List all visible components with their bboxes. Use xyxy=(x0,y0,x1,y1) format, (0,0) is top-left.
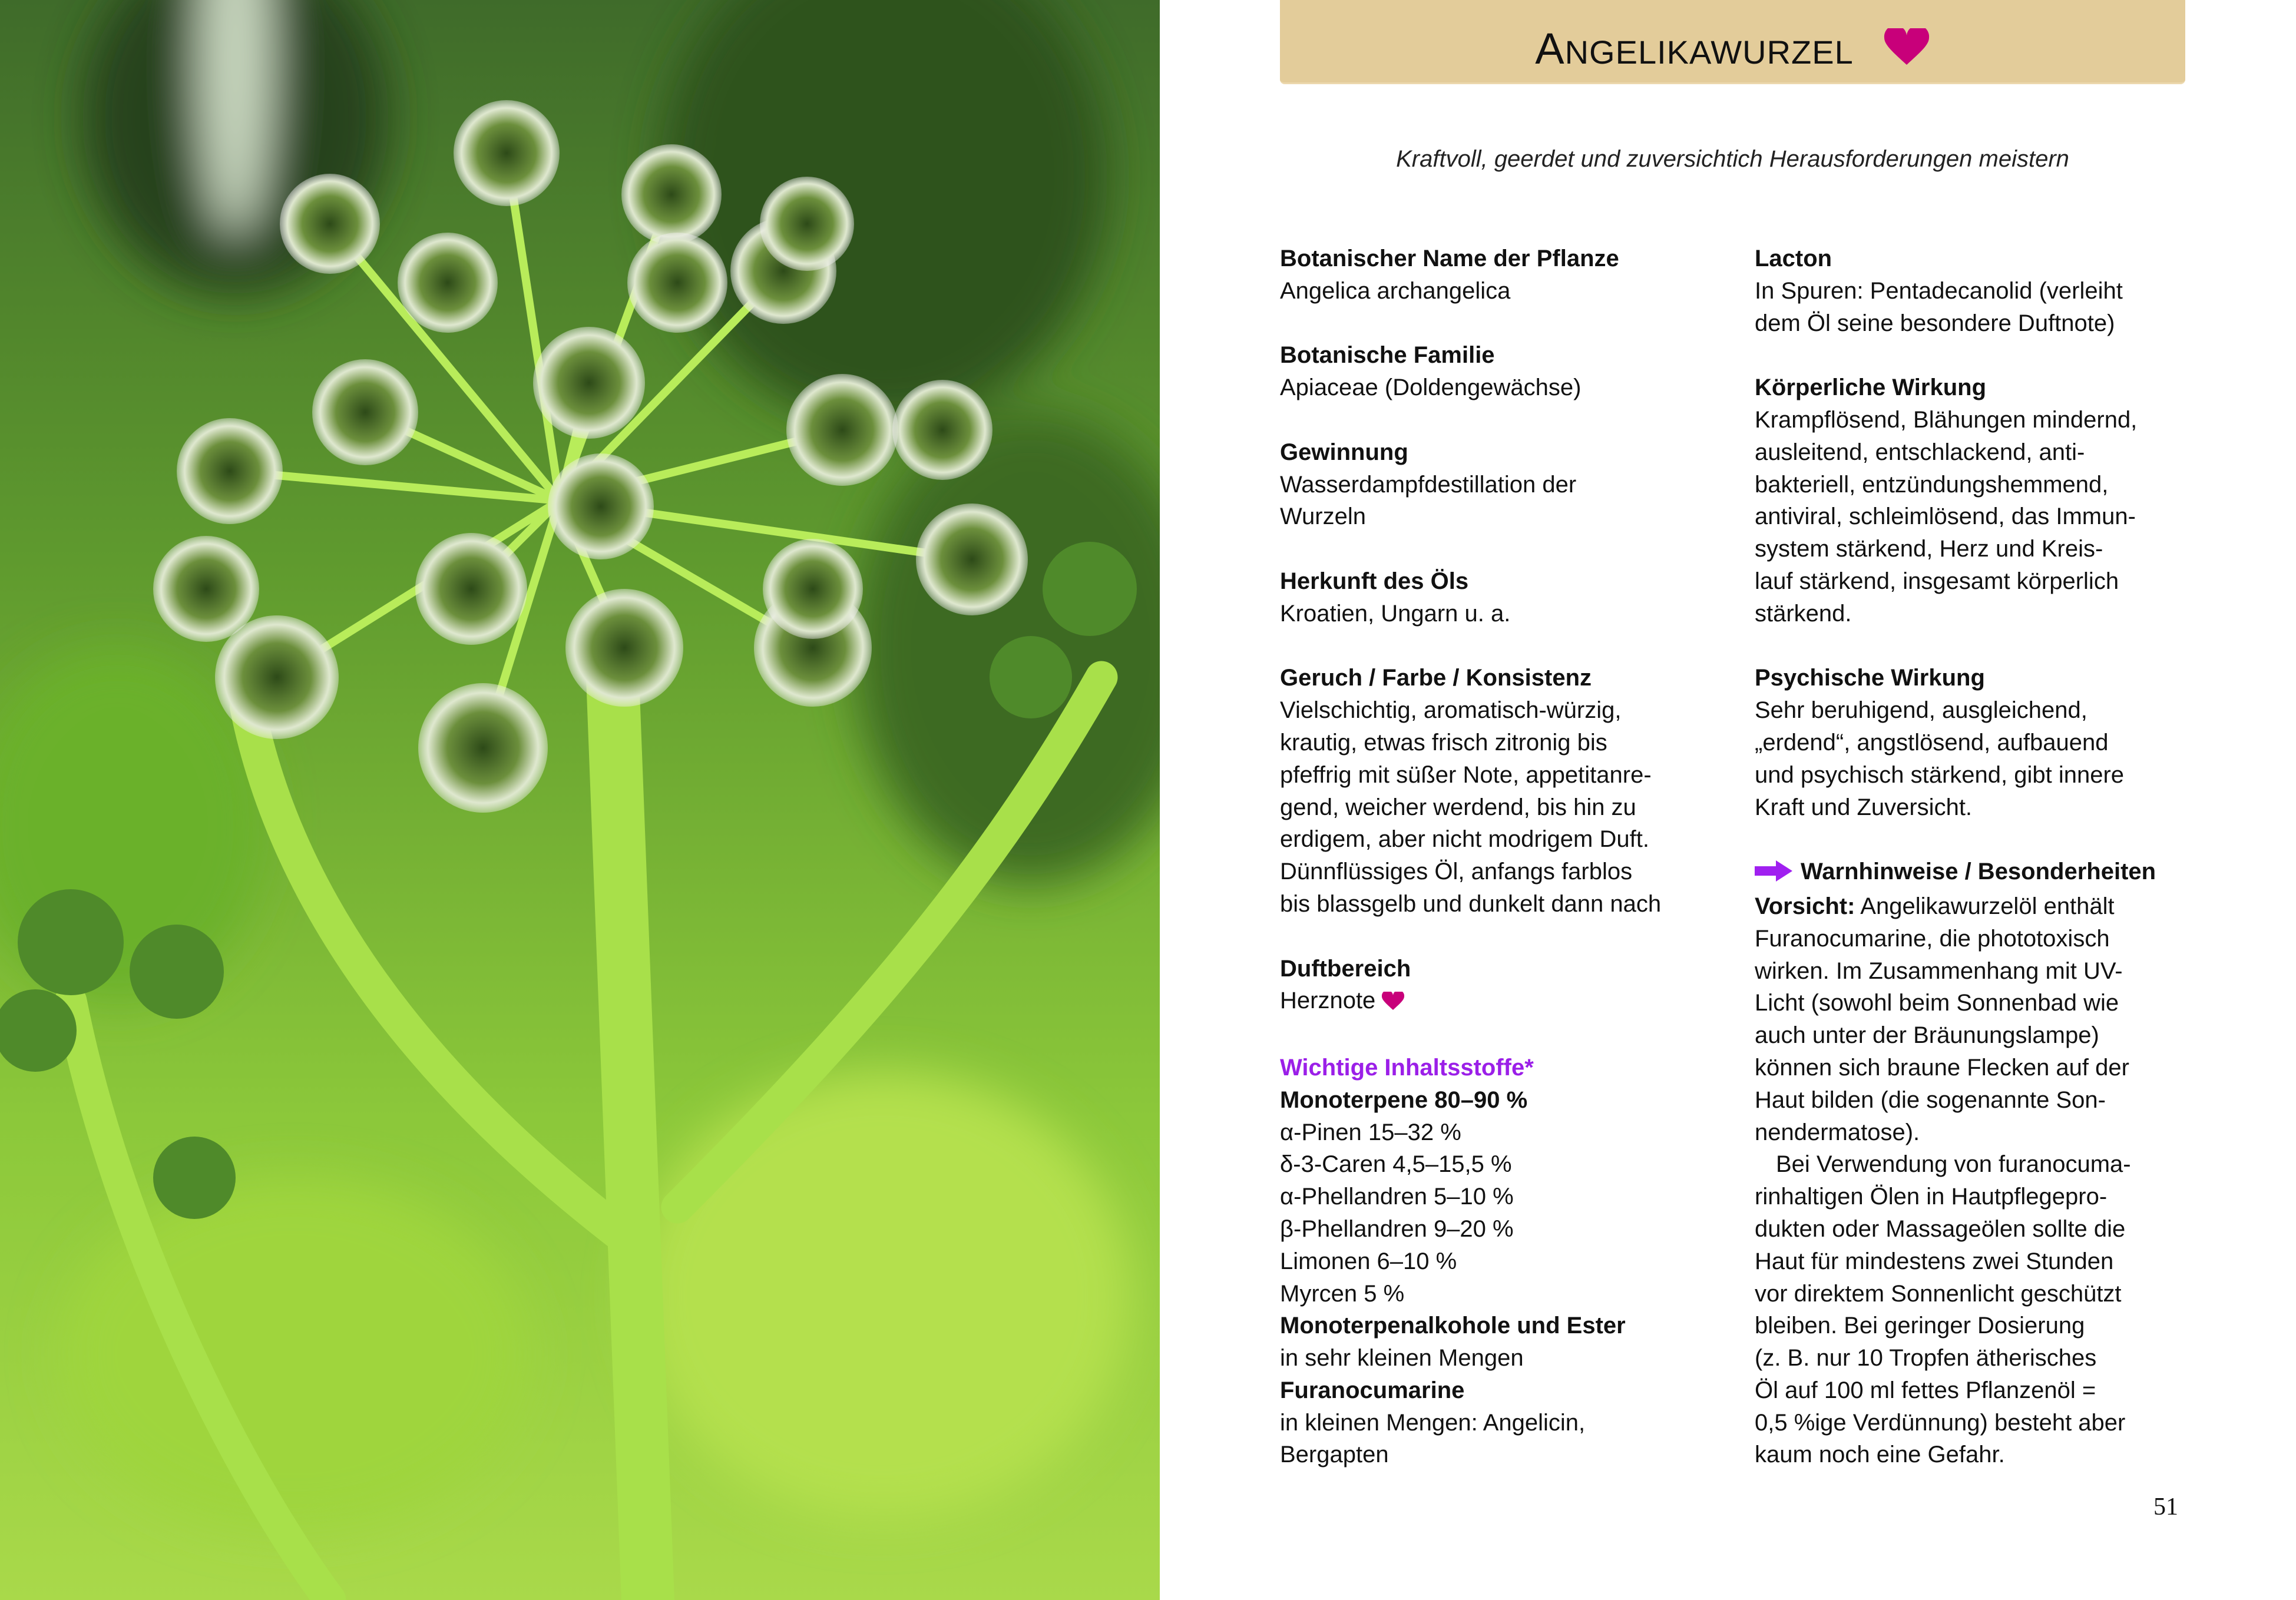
text-line-content: 0,5 %ige Verdünnung) besteht aber xyxy=(1755,1409,2126,1436)
text-line xyxy=(1755,1245,2202,1278)
text-line xyxy=(1280,1439,1728,1471)
text-line xyxy=(1755,436,2202,469)
text-line-content: In Spuren: Pentadecanolid (verleiht xyxy=(1755,277,2123,304)
section-heading xyxy=(1280,953,1728,985)
text-line-content: kaum noch eine Gefahr. xyxy=(1755,1442,2005,1468)
text-line xyxy=(1755,987,2202,1019)
text-line-content: Monoterpenalkohole und Ester xyxy=(1280,1313,1626,1339)
text-line xyxy=(1755,923,2202,955)
text-line xyxy=(1280,694,1728,727)
title-initial: A xyxy=(1535,24,1565,73)
text-line-content: Dünnflüssiges Öl, anfangs farblos xyxy=(1280,859,1633,885)
section-heading-text: Lacton xyxy=(1755,246,1832,271)
text-line xyxy=(1755,1374,2202,1407)
text-line-content: auch unter der Bräunungslampe) xyxy=(1755,1022,2099,1049)
text-line xyxy=(1280,856,1728,888)
text-line xyxy=(1755,1310,2202,1342)
section-heading xyxy=(1280,339,1728,372)
text-line xyxy=(1280,372,1728,404)
text-line-content: bakteriell, entzündungshemmend, xyxy=(1755,471,2109,498)
subheading xyxy=(1280,1374,1728,1407)
text-line xyxy=(1755,1342,2202,1374)
section-herkunft-des-o-ls xyxy=(1280,565,1728,630)
right-column xyxy=(1755,243,2202,1503)
text-line-content: Haut bilden (die sogenannte Son- xyxy=(1755,1086,2106,1113)
text-line-content: antiviral, schleimlösend, das Immun- xyxy=(1755,503,2136,530)
text-line xyxy=(1755,404,2202,436)
page-number: 51 xyxy=(2153,1493,2178,1521)
text-line-content: α-Phellandren 5–10 % xyxy=(1280,1184,1514,1210)
left-column xyxy=(1280,243,1728,1503)
text-line-content: Bergapten xyxy=(1280,1442,1389,1468)
text-line-content: Krampflösend, Blähungen mindernd, xyxy=(1755,406,2138,433)
heart-icon xyxy=(1883,28,1930,66)
text-line-content: erdigem, aber nicht modrigem Duft. xyxy=(1280,826,1649,853)
text-line-content: Vielschichtig, aromatisch-würzig, xyxy=(1280,697,1622,724)
text-line xyxy=(1280,1117,1728,1149)
section-lacton xyxy=(1755,243,2202,339)
text-line-content: können sich braune Flecken auf der xyxy=(1755,1054,2129,1081)
section-heading-text: Körperliche Wirkung xyxy=(1755,375,1987,401)
text-line-content: Sehr beruhigend, ausgleichend, xyxy=(1755,697,2087,724)
text-line xyxy=(1280,759,1728,791)
text-line-content: Haut für mindestens zwei Stunden xyxy=(1755,1248,2114,1274)
text-line xyxy=(1280,791,1728,824)
section-ko-rperliche-wirkung xyxy=(1755,372,2202,630)
text-line xyxy=(1755,1084,2202,1117)
section-heading xyxy=(1755,243,2202,275)
text-line-content: Kroatien, Ungarn u. a. xyxy=(1280,600,1511,627)
text-line-content: rinhaltigen Ölen in Hautpflegepro- xyxy=(1755,1184,2108,1210)
section-heading xyxy=(1280,662,1728,694)
text-line-content: δ-3-Caren 4,5–15,5 % xyxy=(1280,1151,1512,1178)
text-line-content: in kleinen Mengen: Angelicin, xyxy=(1280,1409,1586,1436)
text-line xyxy=(1755,1278,2202,1310)
text-line-content: Öl auf 100 ml fettes Pflanzenöl = xyxy=(1755,1377,2096,1403)
text-line xyxy=(1280,275,1728,307)
text-line xyxy=(1280,1278,1728,1310)
section-heading-text: Herkunft des Öls xyxy=(1280,568,1469,594)
section-warnhinweise-besonderheiten xyxy=(1755,856,2202,1471)
text-line xyxy=(1280,598,1728,630)
section-heading xyxy=(1280,1052,1728,1084)
page-subtitle: Kraftvoll, geerdet und zuversichtich Herausforderungen meistern xyxy=(1396,146,2069,172)
text-line-content: Monoterpene 80–90 % xyxy=(1280,1086,1528,1113)
text-line xyxy=(1280,501,1728,533)
section-geruch-farbe-konsistenz xyxy=(1280,662,1728,920)
text-line xyxy=(1755,1407,2202,1439)
section-heading xyxy=(1280,243,1728,275)
text-line xyxy=(1280,727,1728,759)
subheading xyxy=(1280,1084,1728,1117)
text-line xyxy=(1755,1117,2202,1149)
text-line-content: β-Phellandren 9–20 % xyxy=(1280,1215,1514,1242)
text-line-content: Wasserdampfdestillation der xyxy=(1280,471,1577,498)
text-line-content: Angelica archangelica xyxy=(1280,277,1511,304)
section-heading-text: Geruch / Farbe / Konsistenz xyxy=(1280,665,1592,691)
text-line xyxy=(1755,890,2202,923)
subheading xyxy=(1280,1310,1728,1342)
heart-icon xyxy=(1381,987,1405,1019)
text-line xyxy=(1755,307,2202,340)
text-line xyxy=(1755,1052,2202,1084)
text-line-content: pfeffrig mit süßer Note, appetitanre- xyxy=(1280,761,1652,788)
section-heading-text: Wichtige Inhaltsstoffe* xyxy=(1280,1054,1534,1081)
text-line xyxy=(1280,1213,1728,1245)
text-line xyxy=(1755,598,2202,630)
text-line-content: α-Pinen 15–32 % xyxy=(1280,1119,1461,1145)
text-line-content: in sehr kleinen Mengen xyxy=(1280,1345,1524,1372)
text-line xyxy=(1755,275,2202,307)
warning-lead: Vorsicht: xyxy=(1755,893,1855,919)
text-line xyxy=(1280,1181,1728,1213)
section-heading xyxy=(1755,372,2202,404)
text-line xyxy=(1755,955,2202,988)
text-line-content: Myrcen 5 % xyxy=(1280,1280,1405,1307)
text-line-content: ausleitend, entschlackend, anti- xyxy=(1755,439,2085,465)
text-line xyxy=(1280,888,1728,920)
text-line-content: Apiaceae (Doldengewächse) xyxy=(1280,375,1582,401)
text-line xyxy=(1280,1148,1728,1181)
section-heading xyxy=(1755,856,2202,890)
page-title xyxy=(1280,24,2185,74)
text-line-content: dem Öl seine besondere Duftnote) xyxy=(1755,310,2115,336)
text-line xyxy=(1280,1245,1728,1278)
text-line-content: bis blassgelb und dunkelt dann nach xyxy=(1280,890,1662,917)
text-line-content: (z. B. nur 10 Tropfen ätherisches xyxy=(1755,1345,2097,1372)
section-heading-text: Botanische Familie xyxy=(1280,342,1495,369)
text-line-content: Licht (sowohl beim Sonnenbad wie xyxy=(1755,990,2119,1016)
section-wichtige-inhaltsstoffe xyxy=(1280,1052,1728,1471)
text-line-content: Bei Verwendung von furanocuma- xyxy=(1776,1151,2131,1178)
section-heading-text: Warnhinweise / Besonderheiten xyxy=(1801,859,2156,885)
section-botanischer-name-der-pflanze xyxy=(1280,243,1728,307)
text-line-content: „erdend“, angstlösend, aufbauend xyxy=(1755,729,2109,756)
section-heading xyxy=(1280,436,1728,469)
section-heading xyxy=(1280,565,1728,598)
text-line xyxy=(1755,565,2202,598)
text-line-content: Angelikawurzelöl enthält xyxy=(1855,893,2115,919)
title-banner xyxy=(1280,0,2185,84)
text-line xyxy=(1755,694,2202,727)
text-line xyxy=(1755,1439,2202,1471)
text-line-content: Wurzeln xyxy=(1280,503,1366,530)
section-gewinnung xyxy=(1280,436,1728,533)
text-line-content: Limonen 6–10 % xyxy=(1280,1248,1457,1274)
title-rest: NGELIKAWURZEL xyxy=(1564,34,1854,71)
text-line-content: krautig, etwas frisch zitronig bis xyxy=(1280,729,1607,756)
text-line-content: dukten oder Massageölen sollte die xyxy=(1755,1215,2126,1242)
text-line-content: wirken. Im Zusammenhang mit UV- xyxy=(1755,958,2123,984)
text-line-content: Furanocumarine, die phototoxisch xyxy=(1755,925,2110,952)
text-line xyxy=(1755,501,2202,533)
text-line xyxy=(1755,759,2202,791)
section-duftbereich xyxy=(1280,953,1728,1020)
text-line-content: Herznote xyxy=(1280,988,1376,1014)
section-heading-text: Gewinnung xyxy=(1280,439,1408,465)
text-line xyxy=(1755,1148,2202,1181)
section-heading xyxy=(1755,662,2202,694)
text-line xyxy=(1280,985,1728,1019)
text-line xyxy=(1755,533,2202,565)
text-line xyxy=(1280,1342,1728,1374)
text-line xyxy=(1280,823,1728,856)
text-line-content: system stärkend, Herz und Kreis- xyxy=(1755,536,2103,562)
text-line-content: bleiben. Bei geringer Dosierung xyxy=(1755,1313,2085,1339)
section-heading-text: Botanischer Name der Pflanze xyxy=(1280,246,1619,271)
text-line xyxy=(1280,469,1728,501)
section-botanische-familie xyxy=(1280,339,1728,404)
text-line-content: vor direktem Sonnenlicht geschützt xyxy=(1755,1280,2122,1307)
text-line-content: Kraft und Zuversicht. xyxy=(1755,794,1973,820)
section-heading-text: Psychische Wirkung xyxy=(1755,665,1985,691)
text-line xyxy=(1755,469,2202,501)
text-line-content: lauf stärkend, insgesamt körperlich xyxy=(1755,568,2119,594)
section-psychische-wirkung xyxy=(1755,662,2202,823)
text-line xyxy=(1755,1213,2202,1245)
text-line-content: nendermatose). xyxy=(1755,1119,1920,1145)
section-heading-text: Duftbereich xyxy=(1280,955,1411,982)
text-line-content: Furanocumarine xyxy=(1280,1377,1465,1403)
text-line-content: gend, weicher werdend, bis hin zu xyxy=(1280,794,1636,820)
text-line xyxy=(1755,1019,2202,1052)
text-line-content: stärkend. xyxy=(1755,600,1852,627)
text-line xyxy=(1755,727,2202,759)
text-line-content: und psychisch stärkend, gibt innere xyxy=(1755,761,2125,788)
text-line xyxy=(1280,1407,1728,1439)
arrow-right-icon xyxy=(1755,858,1792,890)
text-line xyxy=(1755,791,2202,824)
text-line xyxy=(1755,1181,2202,1213)
